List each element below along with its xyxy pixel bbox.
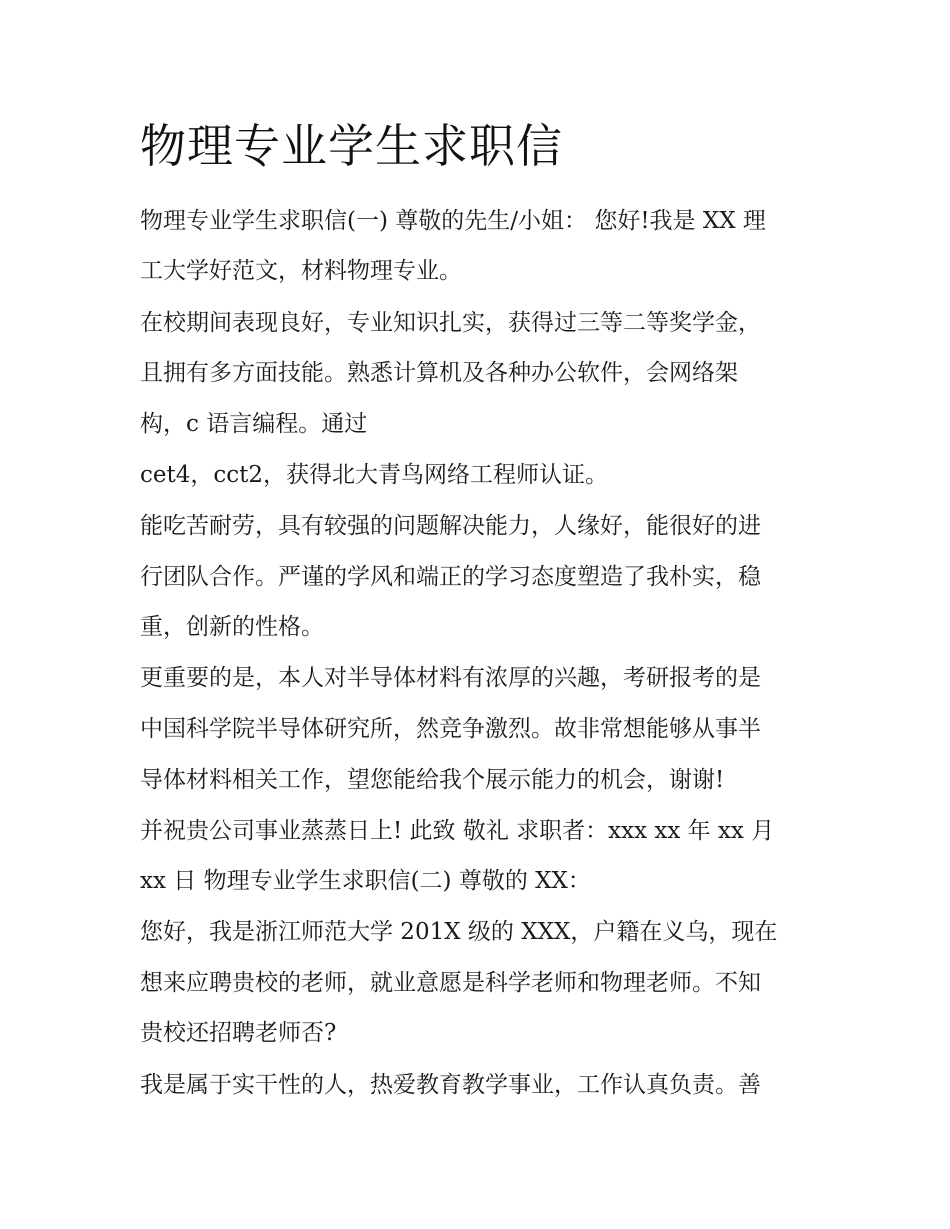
body-line: 行团队合作。严谨的学风和端正的学习态度塑造了我朴实，稳 bbox=[140, 564, 761, 590]
body-line: 并祝贵公司事业蒸蒸日上! 此致 敬礼 求职者：xxx xx 年 xx 月 bbox=[140, 818, 775, 844]
body-line: 物理专业学生求职信(一) 尊敬的先生/小姐： 您好!我是 XX 理 bbox=[140, 208, 766, 234]
body-line: 构，c 语言编程。通过 bbox=[140, 411, 368, 437]
body-line: 能吃苦耐劳，具有较强的问题解决能力，人缘好，能很好的进 bbox=[140, 513, 761, 539]
body-line: cet4，cct2，获得北大青鸟网络工程师认证。 bbox=[140, 462, 609, 488]
body-line: 中国科学院半导体研究所，然竞争激烈。故非常想能够从事半 bbox=[140, 716, 761, 742]
body-line: 且拥有多方面技能。熟悉计算机及各种办公软件，会网络架 bbox=[140, 360, 738, 386]
body-line: 想来应聘贵校的老师，就业意愿是科学老师和物理老师。不知 bbox=[140, 970, 761, 996]
body-line: 更重要的是，本人对半导体材料有浓厚的兴趣，考研报考的是 bbox=[140, 665, 761, 691]
body-line: xx 日 物理专业学生求职信(二) 尊敬的 XX： bbox=[140, 868, 591, 894]
document-title: 物理专业学生求职信 bbox=[140, 119, 563, 173]
body-line: 工大学好范文，材料物理专业。 bbox=[140, 258, 462, 284]
body-line: 重，创新的性格。 bbox=[140, 614, 324, 640]
body-line: 导体材料相关工作，望您能给我个展示能力的机会，谢谢! bbox=[140, 767, 725, 793]
body-line: 您好，我是浙江师范大学 201X 级的 XXX，户籍在义乌，现在 bbox=[140, 919, 778, 945]
body-line: 我是属于实干性的人，热爱教育教学事业，工作认真负责。善 bbox=[140, 1072, 761, 1098]
body-line: 贵校还招聘老师否? bbox=[140, 1020, 337, 1046]
body-line: 在校期间表现良好，专业知识扎实，获得过三等二等奖学金， bbox=[140, 310, 761, 336]
